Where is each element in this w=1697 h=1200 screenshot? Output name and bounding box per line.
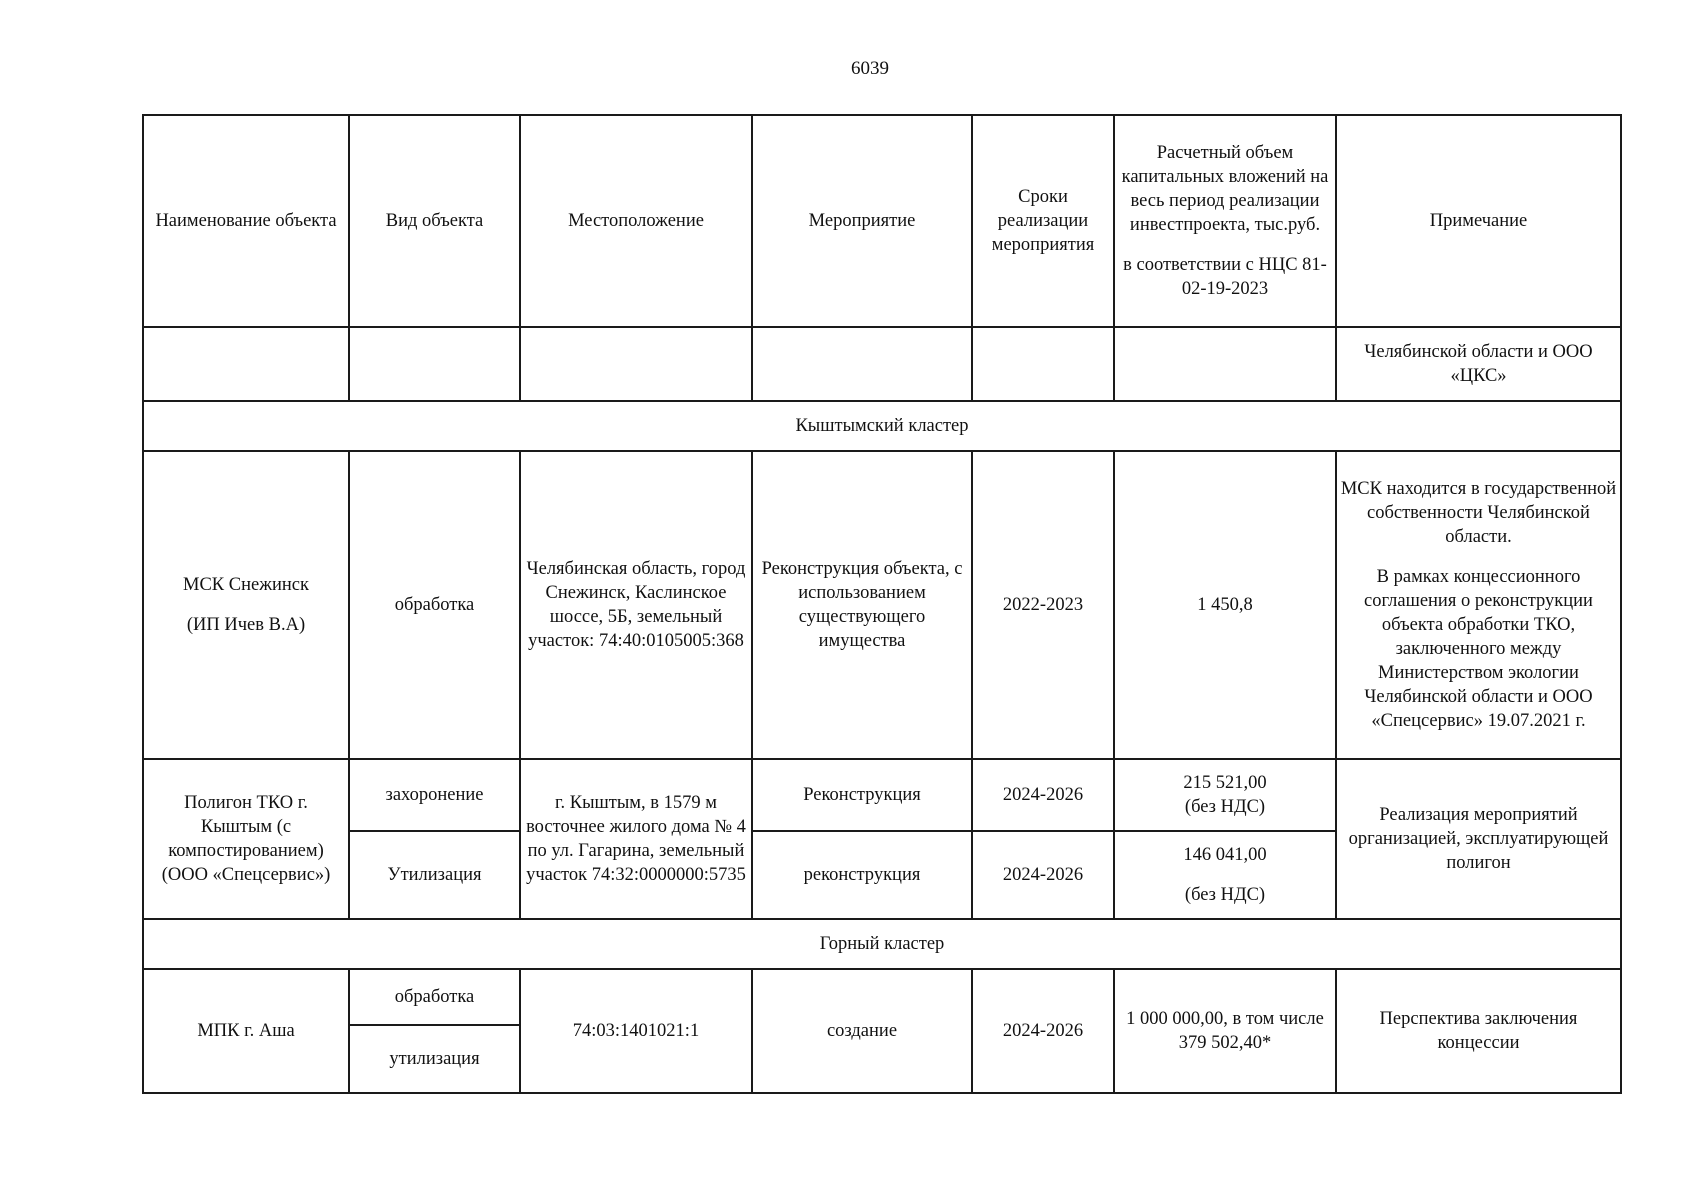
mpk-type-1: обработка xyxy=(349,969,520,1025)
polygon-investment-1 xyxy=(1114,759,1336,831)
cluster-row-gorny xyxy=(143,919,1621,969)
polygon-period-2: 2024-2026 xyxy=(972,831,1114,919)
cluster-title-gorny: Горный кластер xyxy=(143,919,1621,969)
mpk-investment: 1 000 000,00, в том числе 379 502,40* xyxy=(1114,969,1336,1093)
polygon-measure-1: Реконструкция xyxy=(752,759,972,831)
mpk-note: Перспектива заключения концессии xyxy=(1336,969,1621,1093)
msk-measure: Реконструкция объекта, с использованием существующего имущества xyxy=(752,451,972,759)
header-investment xyxy=(1114,115,1336,327)
msk-name xyxy=(143,451,349,759)
continuation-row xyxy=(143,327,1621,401)
header-investment-note: в соответствии с НЦС 81-02-19-2023 xyxy=(1123,255,1327,300)
header-note: Примечание xyxy=(1336,115,1621,327)
msk-type: обработка xyxy=(349,451,520,759)
investment-table xyxy=(142,114,1622,1094)
page-number: 6039 xyxy=(851,58,889,79)
continuation-note: Челябинской области и ООО «ЦКС» xyxy=(1336,327,1621,401)
polygon-investment-1-value: 215 521,00 xyxy=(1183,772,1267,793)
table-row-polygon-1 xyxy=(143,759,1621,831)
header-period: Сроки реализации мероприятия xyxy=(972,115,1114,327)
table-row-msk xyxy=(143,451,1621,759)
polygon-note: Реализация мероприятий организацией, эксплуатирующей полигон xyxy=(1336,759,1621,919)
polygon-investment-2-value: 146 041,00 xyxy=(1183,844,1267,865)
header-name: Наименование объекта xyxy=(143,115,349,327)
header-investment-main: Расчетный объем капитальных вложений на весь период реализации инвестпроекта, тыс.руб. xyxy=(1121,142,1329,235)
polygon-location: г. Кыштым, в 1579 м восточнее жилого дома № 4 по ул. Гагарина, земельный участок 74:32:0000000:5735 xyxy=(520,759,752,919)
header-measure: Мероприятие xyxy=(752,115,972,327)
polygon-period-1: 2024-2026 xyxy=(972,759,1114,831)
polygon-type-1: захоронение xyxy=(349,759,520,831)
mpk-location: 74:03:1401021:1 xyxy=(520,969,752,1093)
msk-note-p2: В рамках концессионного соглашения о реконструкции объекта обработки ТКО, заключенного между Министерством экологии Челябинской области и ООО «Спецсервис» 19.07.2021 г. xyxy=(1364,566,1593,732)
msk-name-line1: МСК Снежинск xyxy=(183,574,309,595)
header-row xyxy=(143,115,1621,327)
polygon-name: Полигон ТКО г. Кыштым (с компостированием) (ООО «Спецсервис») xyxy=(143,759,349,919)
table-row-mpk-1 xyxy=(143,969,1621,1025)
msk-name-line2: (ИП Ичев В.А) xyxy=(186,615,306,635)
mpk-measure: создание xyxy=(752,969,972,1093)
msk-location: Челябинская область, город Снежинск, Каслинское шоссе, 5Б, земельный участок: 74:40:0105005:368 xyxy=(520,451,752,759)
polygon-investment-2 xyxy=(1114,831,1336,919)
mpk-name: МПК г. Аша xyxy=(143,969,349,1093)
polygon-investment-1-vat: (без НДС) xyxy=(1184,797,1266,817)
polygon-type-2: Утилизация xyxy=(349,831,520,919)
polygon-investment-2-vat: (без НДС) xyxy=(1184,885,1266,905)
msk-note-p1: МСК находится в государственной собственности Челябинской области. xyxy=(1340,478,1617,547)
polygon-measure-2: реконструкция xyxy=(752,831,972,919)
msk-period: 2022-2023 xyxy=(972,451,1114,759)
cluster-title-kyshtym: Кыштымский кластер xyxy=(143,401,1621,451)
header-type: Вид объекта xyxy=(349,115,520,327)
mpk-type-2: утилизация xyxy=(349,1025,520,1093)
msk-investment: 1 450,8 xyxy=(1114,451,1336,759)
header-location: Местоположение xyxy=(520,115,752,327)
cluster-row-kyshtym xyxy=(143,401,1621,451)
msk-note xyxy=(1336,451,1621,759)
mpk-period: 2024-2026 xyxy=(972,969,1114,1093)
